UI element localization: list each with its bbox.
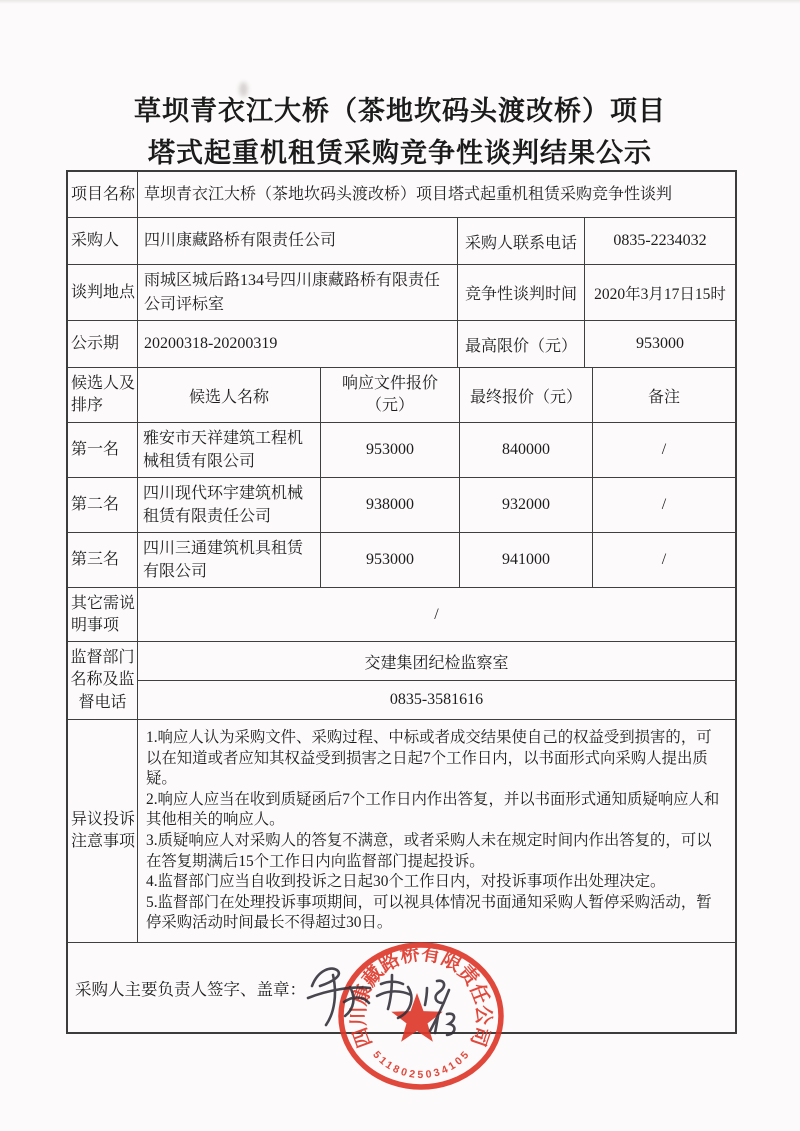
project-value: 草坝青衣江大桥（茶地坎码头渡改桥）项目塔式起重机租赁采购竞争性谈判 <box>144 185 673 203</box>
doc-price-header-line2: （元） <box>365 397 414 414</box>
signature-label: 采购人主要负责人签字、盖章： <box>75 979 306 999</box>
signature-label-cell <box>68 976 735 1000</box>
candidate-row-3 <box>68 533 735 588</box>
table-row-supervision <box>68 642 735 720</box>
supervision-phone-cell <box>138 681 735 719</box>
doc-price-cell <box>321 478 460 532</box>
remark-cell <box>593 533 735 587</box>
remark-1: / <box>661 441 667 458</box>
remark-header-cell <box>593 368 735 422</box>
rank-cell <box>68 423 138 477</box>
final-price-cell <box>460 423 593 477</box>
rank-header-cell <box>68 368 138 422</box>
objection-item-2: 2.响应人应当在收到质疑函后7个工作日内作出答复，并以书面形式通知质疑响应人和其他相关的响应人。 <box>146 790 720 829</box>
doc-price-2: 938000 <box>366 496 414 513</box>
candidate-row-2 <box>68 478 735 533</box>
purchaser-label-cell <box>68 218 138 264</box>
objection-item-4: 4.监督部门应当自收到投诉之日起30个工作日内，对投诉事项作出处理决定。 <box>146 873 666 891</box>
rank-header: 候选人及排序 <box>71 375 136 414</box>
purchaser-value-cell <box>138 218 458 264</box>
remark-cell <box>593 478 735 532</box>
doc-price-header <box>342 373 438 418</box>
negotiation-time-label: 竞争性谈判时间 <box>464 286 577 303</box>
title-line-1: 草坝青衣江大桥（茶地坎码头渡改桥）项目 <box>134 96 666 126</box>
candidate-name-cell <box>138 533 321 587</box>
supervision-label: 监督部门名称及监督电话 <box>70 648 135 711</box>
title-line-2: 塔式起重机租赁采购竞争性谈判结果公示 <box>148 138 652 168</box>
other-value: / <box>434 605 439 623</box>
stamp-code-text: 5118025034105 <box>370 1048 472 1082</box>
project-label: 项目名称 <box>71 185 136 203</box>
objection-text-cell <box>138 720 735 942</box>
publicity-label-cell <box>68 321 138 367</box>
final-price-1: 840000 <box>502 441 550 458</box>
candidate-name-1: 雅安市天祥建筑工程机械租赁有限公司 <box>143 429 304 470</box>
remark-3: / <box>661 551 667 568</box>
supervision-values <box>138 642 735 719</box>
other-value-cell <box>138 588 735 641</box>
venue-label: 谈判地点 <box>71 283 136 301</box>
rank-3: 第三名 <box>71 551 120 569</box>
supervision-dept: 交建集团纪检监察室 <box>364 654 509 672</box>
svg-text:5118025034105 <box>370 1049 471 1081</box>
table-row-signature <box>68 943 735 1032</box>
remark-header: 备注 <box>647 388 680 406</box>
candidate-name-2: 四川现代环宇建筑机械租赁有限责任公司 <box>143 484 304 525</box>
publicity-value-cell <box>138 321 458 367</box>
doc-price-header-cell <box>321 368 460 422</box>
table-row-other <box>68 588 735 642</box>
max-price-cell <box>585 321 735 367</box>
project-value-cell <box>138 172 735 217</box>
page-title <box>0 90 800 174</box>
table-row-venue <box>68 265 735 321</box>
other-label: 其它需说明事项 <box>71 594 136 634</box>
purchaser-phone-label-cell <box>458 218 585 264</box>
final-price-3: 941000 <box>502 551 550 568</box>
name-header-cell <box>138 368 321 422</box>
project-label-cell <box>68 172 138 217</box>
other-label-cell <box>68 588 138 641</box>
candidate-name-cell <box>138 423 321 477</box>
publicity-label: 公示期 <box>71 335 120 353</box>
objection-item-3: 3.质疑响应人对采购人的答复不满意，或者采购人未在规定时间内作出答复的，可以在答复期满后15个工作日内向监督部门提起投诉。 <box>146 832 712 870</box>
remark-cell <box>593 423 735 477</box>
supervision-dept-cell <box>138 642 735 681</box>
candidate-name-3: 四川三通建筑机具租赁有限公司 <box>143 539 304 580</box>
purchaser-value: 四川康藏路桥有限责任公司 <box>144 232 337 249</box>
table-row-objection <box>68 720 735 943</box>
supervision-label-cell <box>68 642 138 719</box>
stamp-company-text: 四川康藏路桥有限责任公司 <box>347 942 495 1051</box>
max-price-label-cell <box>458 321 585 367</box>
table-row-project <box>68 172 735 218</box>
negotiation-time-label-cell <box>458 265 585 320</box>
objection-label-cell <box>68 720 138 942</box>
doc-price-1: 953000 <box>366 441 414 458</box>
max-price-label: 最高限价（元） <box>464 337 577 355</box>
venue-value-cell <box>138 265 458 320</box>
final-price-header-cell <box>460 368 593 422</box>
candidate-name-cell <box>138 478 321 532</box>
final-price-cell <box>460 533 593 587</box>
table-row-publicity <box>68 321 735 368</box>
final-price-2: 932000 <box>502 496 550 513</box>
name-header: 候选人名称 <box>188 388 269 406</box>
max-price: 953000 <box>636 335 684 352</box>
doc-price-cell <box>321 533 460 587</box>
purchaser-phone-label: 采购人联系电话 <box>464 234 577 252</box>
purchaser-phone: 0835-2234032 <box>613 232 707 249</box>
venue-value: 雨城区城后路134号四川康藏路桥有限责任公司评标室 <box>144 271 441 313</box>
rank-cell <box>68 478 138 532</box>
rank-2: 第二名 <box>71 496 120 514</box>
remark-2: / <box>661 496 667 513</box>
objection-item-5: 5.监督部门在处理投诉事项期间，可以视具体情况书面通知采购人暂停采购活动，暂停采购活动时间最长不得超过30日。 <box>146 893 712 932</box>
negotiation-time-cell <box>585 265 735 320</box>
rank-cell <box>68 533 138 587</box>
candidate-row-1 <box>68 423 735 478</box>
objection-label: 异议投诉注意事项 <box>71 811 136 850</box>
doc-price-3: 953000 <box>366 551 414 568</box>
venue-label-cell <box>68 265 138 320</box>
negotiation-time: 2020年3月17日15时 <box>594 285 726 303</box>
doc-price-cell <box>321 423 460 477</box>
objection-item-1: 1.响应人认为采购文件、采购过程、中标或者成交结果使自己的权益受到损害的，可以在知道或者应知其权益受到损害之日起7个工作日内，以书面形式向采购人提出质疑。 <box>146 729 712 788</box>
supervision-phone: 0835-3581616 <box>389 691 484 708</box>
doc-price-header-line1: 响应文件报价 <box>341 374 438 392</box>
final-price-header: 最终报价（元） <box>469 388 582 406</box>
publicity-value: 20200318-20200319 <box>144 335 278 352</box>
purchaser-phone-cell <box>585 218 735 264</box>
rank-1: 第一名 <box>71 441 120 459</box>
table-row-purchaser <box>68 218 735 265</box>
final-price-cell <box>460 478 593 532</box>
purchaser-label: 采购人 <box>71 232 120 250</box>
result-table <box>66 170 737 1034</box>
candidate-header-row <box>68 368 735 423</box>
